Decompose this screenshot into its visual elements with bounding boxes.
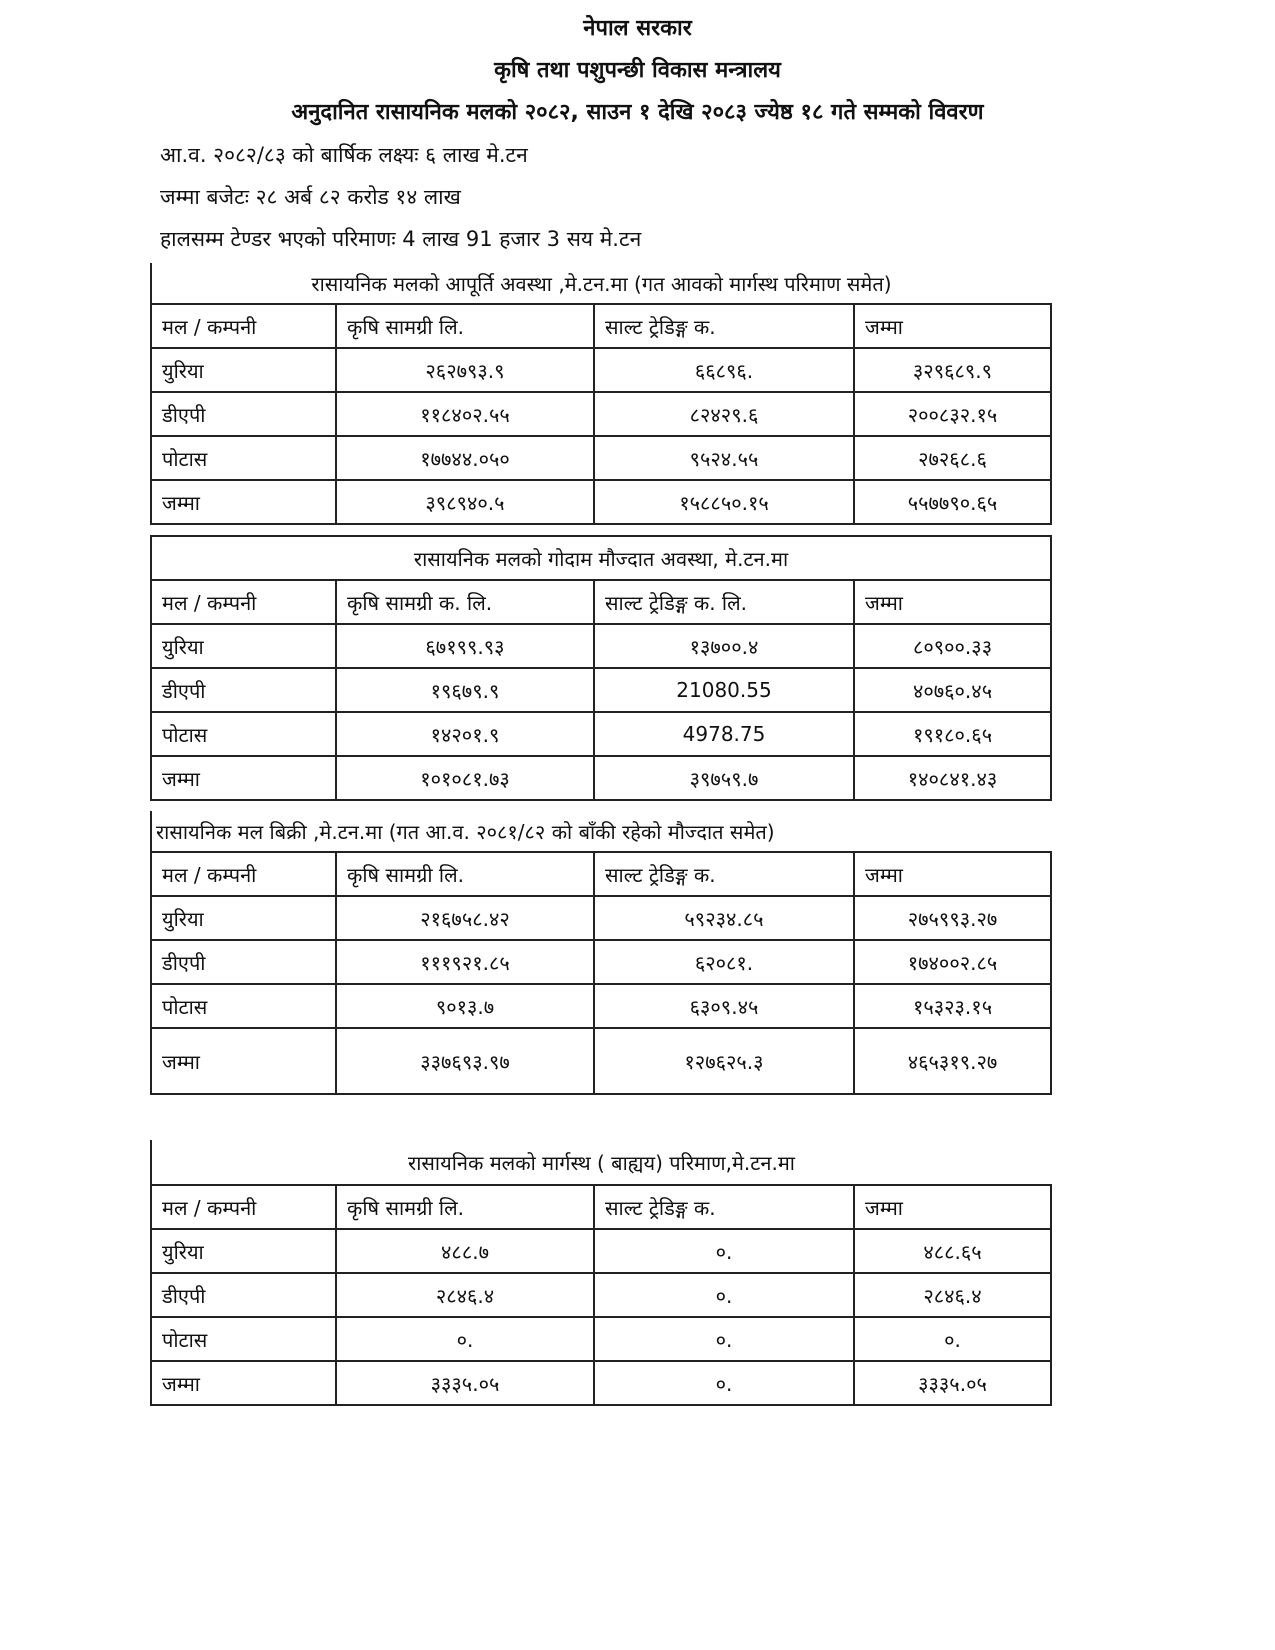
table-cell: ९०१३.७ [336,984,594,1028]
table-header-row [151,852,1051,896]
header-cell-salt-trading: साल्ट ट्रेडिङ्ग क. [594,304,854,348]
header-cell-krishi-samagri: कृषि सामग्री लि. [336,304,594,348]
table-cell: १७४००२.८५ [854,940,1051,984]
header-cell-salt-trading: साल्ट ट्रेडिङ्ग क. लि. [594,580,854,624]
row-label: डीएपी [151,668,336,712]
header-cell-salt-trading: साल्ट ट्रेडिङ्ग क. [594,852,854,896]
table-cell: १५३२३.१५ [854,984,1051,1028]
table-row [151,1229,1051,1273]
row-label: डीएपी [151,1273,336,1317]
table-cell: ०. [854,1317,1051,1361]
table-row [151,1273,1051,1317]
table-title-row [151,536,1051,580]
row-label: पोटास [151,712,336,756]
table-cell: ५९२३४.८५ [594,896,854,940]
table-cell: ५५७७९०.६५ [854,480,1051,524]
table-cell: १५८८५०.१५ [594,480,854,524]
table-cell: १२७६२५.३ [594,1028,854,1094]
table-cell: ४६५३१९.२७ [854,1028,1051,1094]
table-title-row [151,811,1051,852]
table-cell: १९१८०.६५ [854,712,1051,756]
table-cell: 21080.55 [594,668,854,712]
annual-target: आ.व. २०८२/८३ को बार्षिक लक्ष्यः ६ लाख मे.टन [160,143,528,167]
row-label: जम्मा [151,756,336,800]
header-cell-total: जम्मा [854,1185,1051,1229]
table-row [151,624,1051,668]
row-label: डीएपी [151,392,336,436]
row-label: पोटास [151,984,336,1028]
header-cell-krishi-samagri: कृषि सामग्री लि. [336,1185,594,1229]
table-row [151,1361,1051,1405]
table-cell: ०. [594,1361,854,1405]
table-cell: ०. [594,1273,854,1317]
row-label: युरिया [151,624,336,668]
table-row [151,480,1051,524]
header-cell-fertilizer-company: मल / कम्पनी [151,304,336,348]
table-row [151,940,1051,984]
row-label: डीएपी [151,940,336,984]
table-cell: ३३३५.०५ [854,1361,1051,1405]
table-header-row [151,304,1051,348]
table-title: रासायनिक मलको गोदाम मौज्दात अवस्था, मे.टन.मा [151,536,1051,580]
table-row [151,392,1051,436]
header-cell-fertilizer-company: मल / कम्पनी [151,1185,336,1229]
table-cell: ४०७६०.४५ [854,668,1051,712]
table-cell: २७२६८.६ [854,436,1051,480]
table-cell: १४२०१.९ [336,712,594,756]
table-cell: ८०९००.३३ [854,624,1051,668]
supply-status-table [150,263,1052,525]
table-cell: २८४६.४ [854,1273,1051,1317]
header-cell-total: जम्मा [854,580,1051,624]
header-cell-total: जम्मा [854,304,1051,348]
table-row [151,436,1051,480]
table-cell: १३७००.४ [594,624,854,668]
table-row [151,668,1051,712]
header-cell-salt-trading: साल्ट ट्रेडिङ्ग क. [594,1185,854,1229]
header-ministry: कृषि तथा पशुपन्छी विकास मन्त्रालय [494,58,781,83]
row-label: युरिया [151,1229,336,1273]
header-cell-fertilizer-company: मल / कम्पनी [151,580,336,624]
header-cell-krishi-samagri: कृषि सामग्री क. लि. [336,580,594,624]
total-budget: जम्मा बजेटः २८ अर्ब ८२ करोड १४ लाख [160,185,461,209]
in-transit-table [150,1140,1052,1406]
table-cell: ६३०९.४५ [594,984,854,1028]
header-government: नेपाल सरकार [583,16,692,41]
table-row [151,712,1051,756]
row-label: जम्मा [151,1361,336,1405]
table-cell: २७५९९३.२७ [854,896,1051,940]
row-label: पोटास [151,436,336,480]
table-cell: २००८३२.१५ [854,392,1051,436]
table-cell: ३३३५.०५ [336,1361,594,1405]
table-cell: 4978.75 [594,712,854,756]
table-cell: १११९२१.८५ [336,940,594,984]
row-label: जम्मा [151,1028,336,1094]
row-label: जम्मा [151,480,336,524]
table-cell: १०१०८१.७३ [336,756,594,800]
table-row [151,756,1051,800]
row-label: युरिया [151,348,336,392]
table-row [151,984,1051,1028]
table-row [151,896,1051,940]
row-label: युरिया [151,896,336,940]
table-title-row [151,263,1051,304]
table-cell: ९५२४.५५ [594,436,854,480]
table-title: रासायनिक मलको मार्गस्थ ( बाह्यय) परिमाण,मे.टन.मा [151,1140,1051,1185]
table-cell: ०. [594,1317,854,1361]
header-cell-fertilizer-company: मल / कम्पनी [151,852,336,896]
table-row [151,1317,1051,1361]
header-cell-krishi-samagri: कृषि सामग्री लि. [336,852,594,896]
table-row [151,1028,1051,1094]
table-cell: ०. [336,1317,594,1361]
table-header-row [151,580,1051,624]
table-title-row [151,1140,1051,1185]
table-cell: ६६८९६. [594,348,854,392]
table-cell: ८२४२९.६ [594,392,854,436]
table-cell: ३९८९४०.५ [336,480,594,524]
table-cell: ४८८.६५ [854,1229,1051,1273]
table-header-row [151,1185,1051,1229]
warehouse-stock-table [150,535,1052,801]
table-cell: २८४६.४ [336,1273,594,1317]
table-cell: ६७१९९.९३ [336,624,594,668]
table-cell: २६२७९३.९ [336,348,594,392]
table-cell: १७७४४.०५० [336,436,594,480]
table-title: रासायनिक मलको आपूर्ति अवस्था ,मे.टन.मा (गत आवको मार्गस्थ परिमाण समेत) [151,263,1051,304]
table-title: रासायनिक मल बिक्री ,मे.टन.मा (गत आ.व. २०८१/८२ को बाँकी रहेको मौज्दात समेत) [151,811,1051,852]
table-row [151,348,1051,392]
table-cell: ३९७५९.७ [594,756,854,800]
tendered-quantity: हालसम्म टेण्डर भएको परिमाणः 4 लाख 91 हजार 3 सय मे.टन [160,227,642,251]
table-cell: ६२०८१. [594,940,854,984]
table-cell: ४८८.७ [336,1229,594,1273]
table-cell: २१६७५८.४२ [336,896,594,940]
table-cell: ३२९६८९.९ [854,348,1051,392]
table-cell: ०. [594,1229,854,1273]
header-report-title: अनुदानित रासायनिक मलको २०८२, साउन १ देखि २०८३ ज्येष्ठ १८ गते सम्मको विवरण [291,100,984,125]
table-cell: १४०८४१.४३ [854,756,1051,800]
table-cell: १९६७९.९ [336,668,594,712]
row-label: पोटास [151,1317,336,1361]
sales-table [150,811,1052,1095]
table-cell: ११८४०२.५५ [336,392,594,436]
table-cell: ३३७६९३.९७ [336,1028,594,1094]
header-cell-total: जम्मा [854,852,1051,896]
